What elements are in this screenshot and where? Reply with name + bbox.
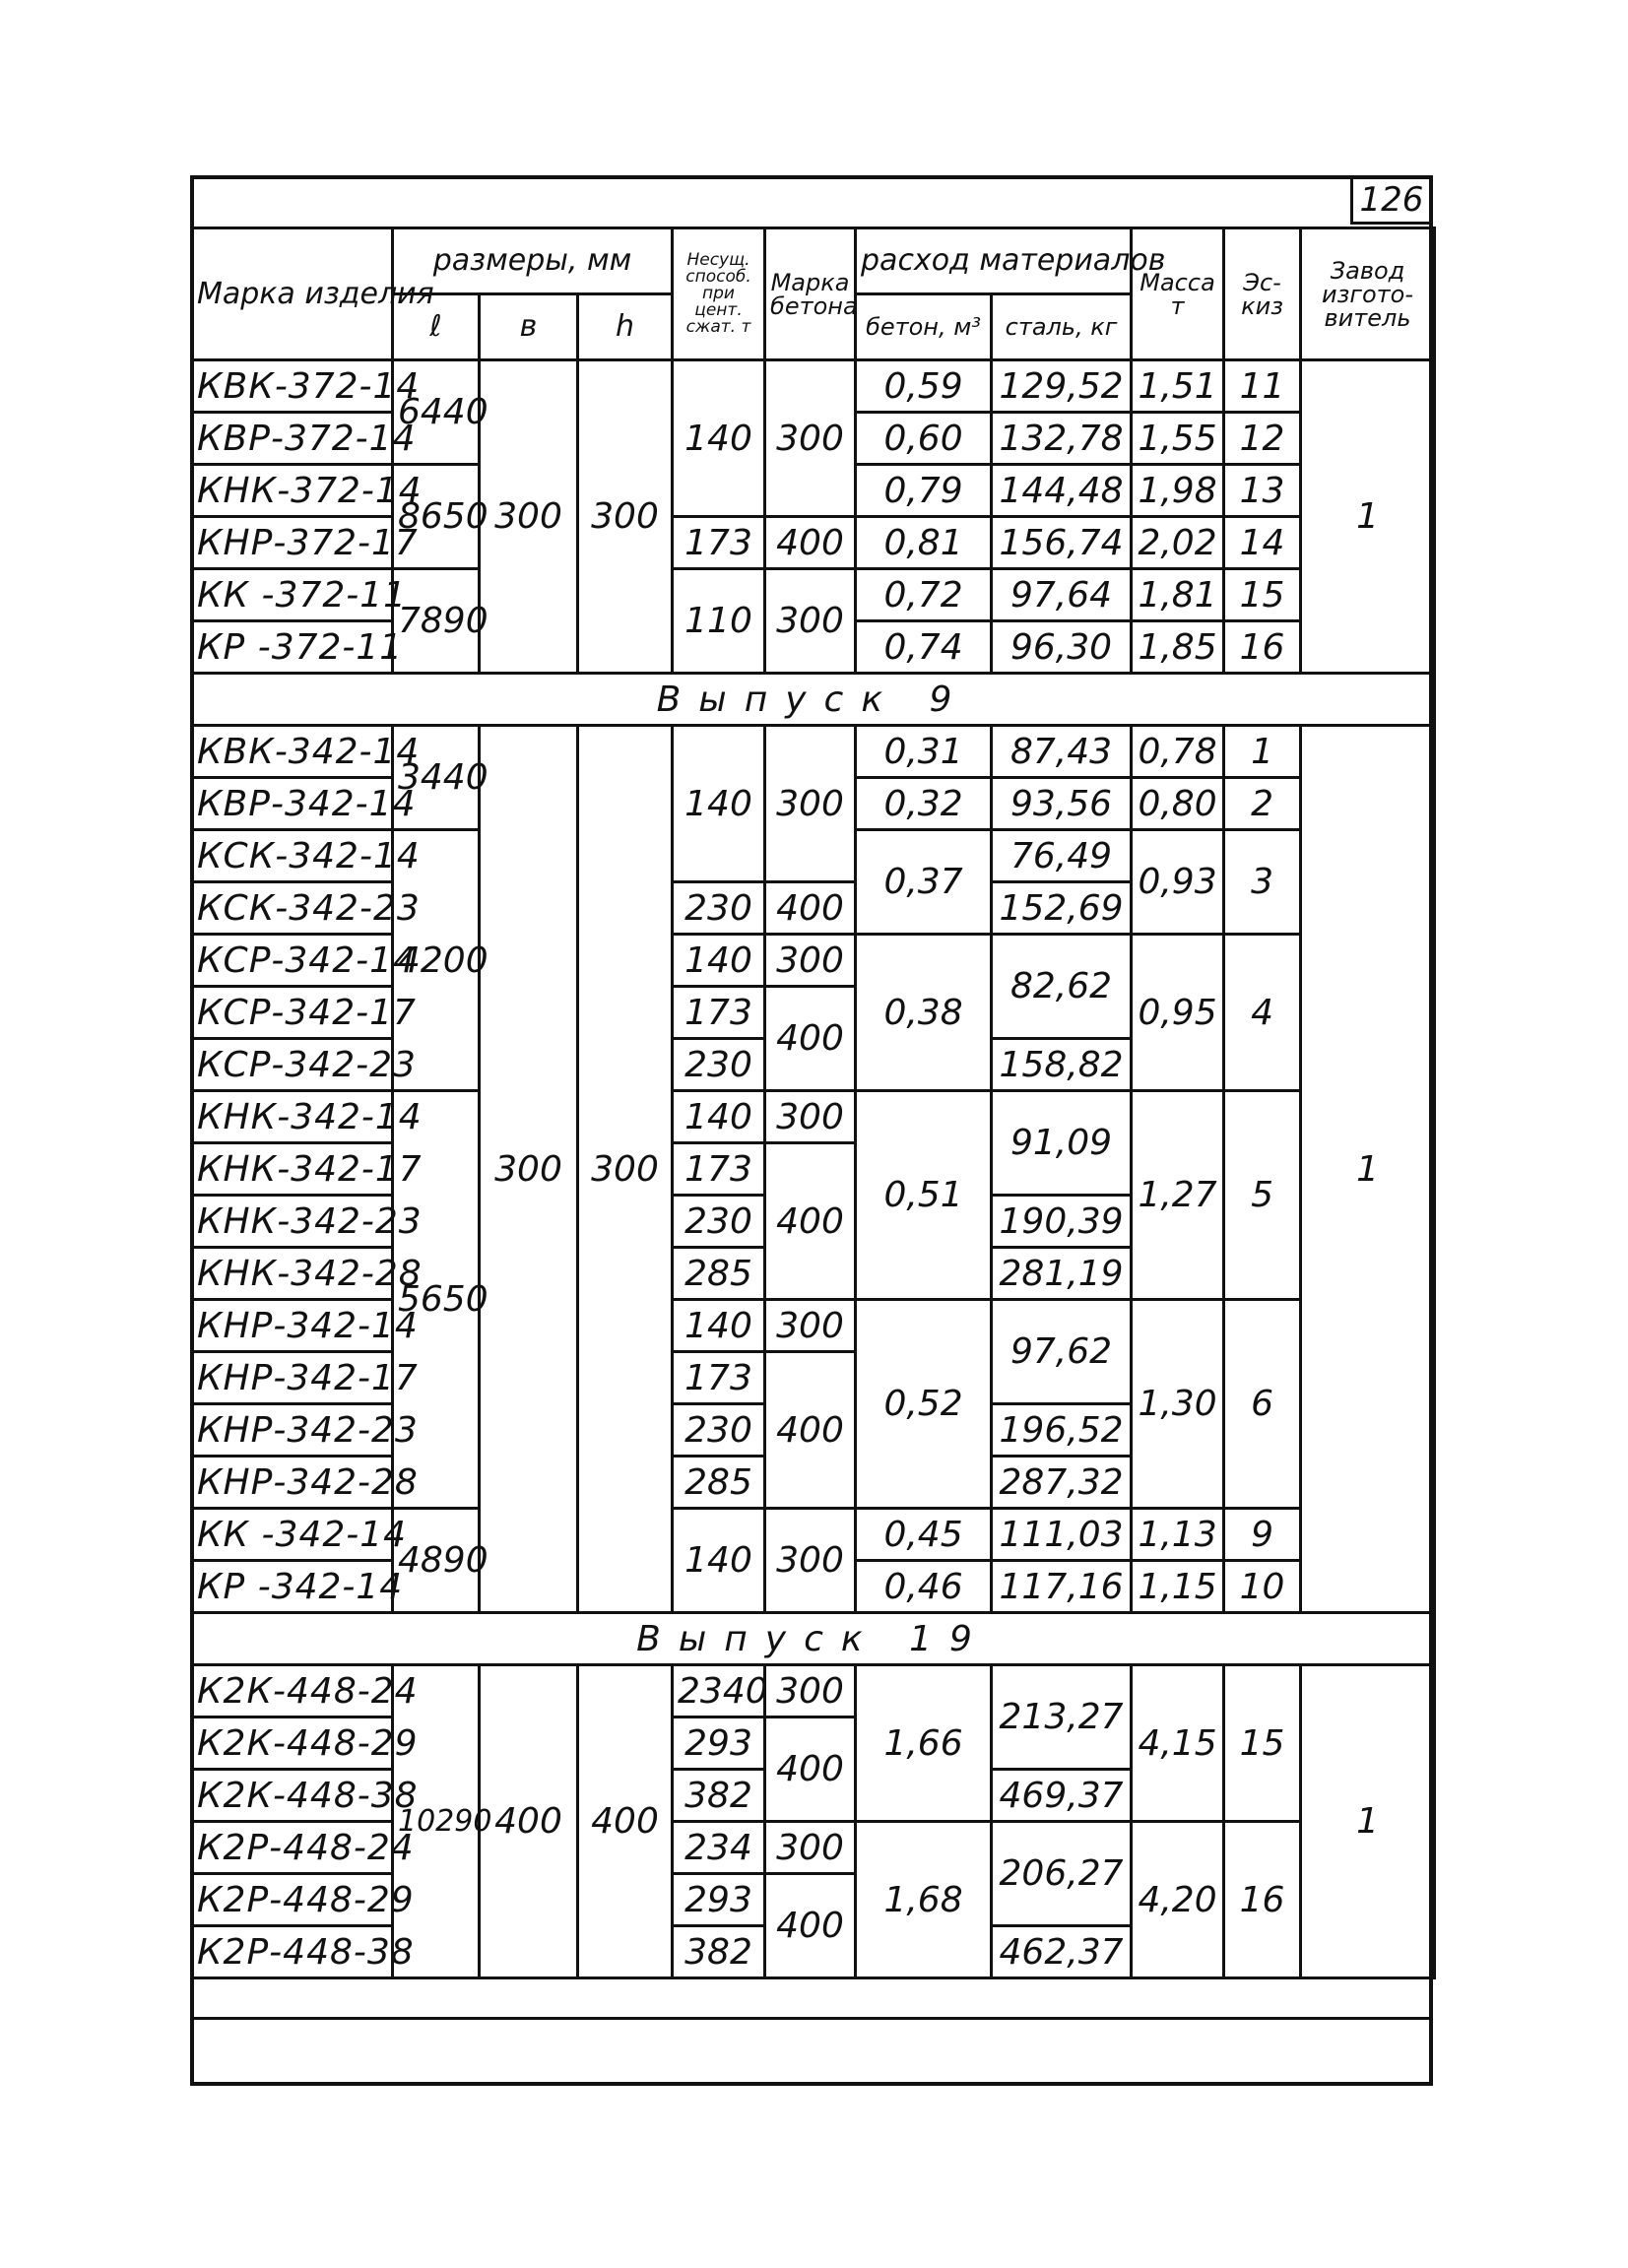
capacity-cell: 140	[673, 726, 765, 882]
capacity-cell: 2340	[673, 1665, 765, 1717]
mark-cell: КНК-342-17	[192, 1143, 393, 1196]
steel-cell: 117,16	[992, 1561, 1132, 1613]
concrete-cell: 0,72	[856, 569, 992, 621]
steel-cell: 96,30	[992, 621, 1132, 674]
steel-cell: 93,56	[992, 778, 1132, 830]
h-cell: 300	[578, 360, 673, 674]
concrete-cell: 0,81	[856, 517, 992, 569]
l-cell: 5650	[393, 1091, 480, 1509]
header-sketch: Эс- киз	[1224, 228, 1301, 360]
sketch-cell: 16	[1224, 621, 1301, 674]
steel-cell: 76,49	[992, 830, 1132, 882]
table-row	[192, 360, 1435, 413]
mass-cell: 1,30	[1132, 1300, 1224, 1509]
grade-cell: 400	[765, 1352, 856, 1509]
sketch-cell: 5	[1224, 1091, 1301, 1300]
grade-cell: 300	[765, 1300, 856, 1352]
capacity-cell: 140	[673, 1509, 765, 1613]
table-row	[192, 1509, 1435, 1561]
concrete-cell: 0,45	[856, 1509, 992, 1561]
steel-cell: 87,43	[992, 726, 1132, 778]
sketch-cell: 4	[1224, 935, 1301, 1091]
table-row	[192, 1665, 1435, 1717]
table-row	[192, 1091, 1435, 1143]
capacity-cell: 382	[673, 1926, 765, 1978]
steel-cell: 97,62	[992, 1300, 1132, 1404]
steel-cell: 206,27	[992, 1822, 1132, 1926]
sketch-cell: 1	[1224, 726, 1301, 778]
grade-cell: 300	[765, 360, 856, 517]
header-concrete-grade: Марка бетона	[765, 228, 856, 360]
capacity-cell: 173	[673, 1352, 765, 1404]
capacity-cell: 230	[673, 1039, 765, 1091]
blank-footer-row	[190, 2017, 1433, 2086]
header-h: h	[578, 294, 673, 360]
mark-cell: КНК-342-14	[192, 1091, 393, 1143]
l-cell: 4200	[393, 830, 480, 1091]
h-cell: 400	[578, 1665, 673, 1978]
header-capacity: Несущ. способ. при цент. сжат. т	[673, 228, 765, 360]
mark-cell: КНР-342-28	[192, 1457, 393, 1509]
grade-cell: 400	[765, 987, 856, 1091]
concrete-cell: 1,66	[856, 1665, 992, 1822]
sketch-cell: 13	[1224, 465, 1301, 517]
sketch-cell: 3	[1224, 830, 1301, 935]
sketch-cell: 15	[1224, 1665, 1301, 1822]
sketch-cell: 16	[1224, 1822, 1301, 1978]
steel-cell: 213,27	[992, 1665, 1132, 1770]
table-row	[192, 1822, 1435, 1874]
grade-cell: 300	[765, 1822, 856, 1874]
sketch-cell: 12	[1224, 413, 1301, 465]
capacity-cell: 140	[673, 1300, 765, 1352]
mass-cell: 1,98	[1132, 465, 1224, 517]
page-number: 126	[1350, 175, 1433, 225]
grade-cell: 300	[765, 1509, 856, 1613]
mass-cell: 1,27	[1132, 1091, 1224, 1300]
mark-cell: КК -372-11	[192, 569, 393, 621]
mark-cell: К2Р-448-29	[192, 1874, 393, 1926]
concrete-cell: 0,59	[856, 360, 992, 413]
mass-cell: 2,02	[1132, 517, 1224, 569]
mass-cell: 4,15	[1132, 1665, 1224, 1822]
capacity-cell: 382	[673, 1770, 765, 1822]
mass-cell: 0,78	[1132, 726, 1224, 778]
header-sizes: размеры, мм	[393, 228, 673, 294]
header-mass: Масса т	[1132, 228, 1224, 360]
steel-cell: 462,37	[992, 1926, 1132, 1978]
grade-cell: 300	[765, 935, 856, 987]
steel-cell: 158,82	[992, 1039, 1132, 1091]
table-row	[192, 517, 1435, 569]
capacity-cell: 173	[673, 517, 765, 569]
concrete-cell: 0,37	[856, 830, 992, 935]
capacity-cell: 285	[673, 1457, 765, 1509]
grade-cell: 400	[765, 1717, 856, 1822]
mark-cell: КСР-342-14	[192, 935, 393, 987]
mark-cell: КВР-372-14	[192, 413, 393, 465]
header-plant: Завод изгото- витель	[1301, 228, 1435, 360]
sketch-cell: 14	[1224, 517, 1301, 569]
steel-cell: 287,32	[992, 1457, 1132, 1509]
concrete-cell: 0,46	[856, 1561, 992, 1613]
capacity-cell: 230	[673, 1404, 765, 1457]
mark-cell: КВК-372-14	[192, 360, 393, 413]
mark-cell: К2Р-448-24	[192, 1822, 393, 1874]
mass-cell: 1,51	[1132, 360, 1224, 413]
steel-cell: 190,39	[992, 1196, 1132, 1248]
mass-cell: 0,80	[1132, 778, 1224, 830]
mark-cell: КНР-342-14	[192, 1300, 393, 1352]
capacity-cell: 110	[673, 569, 765, 674]
steel-cell: 196,52	[992, 1404, 1132, 1457]
mass-cell: 0,93	[1132, 830, 1224, 935]
products-table	[190, 227, 1436, 1979]
section-title-19: Выпуск 19	[192, 1613, 1435, 1665]
mark-cell: КНК-342-28	[192, 1248, 393, 1300]
header-steel: сталь, кг	[992, 294, 1132, 360]
grade-cell: 300	[765, 569, 856, 674]
b-cell: 400	[480, 1665, 578, 1978]
sketch-cell: 9	[1224, 1509, 1301, 1561]
mark-cell: К2К-448-24	[192, 1665, 393, 1717]
grade-cell: 400	[765, 1143, 856, 1300]
mark-cell: КНК-372-14	[192, 465, 393, 517]
grade-cell: 400	[765, 1874, 856, 1978]
steel-cell: 152,69	[992, 882, 1132, 935]
mark-cell: КСР-342-23	[192, 1039, 393, 1091]
concrete-cell: 0,31	[856, 726, 992, 778]
capacity-cell: 140	[673, 1091, 765, 1143]
mark-cell: КСР-342-17	[192, 987, 393, 1039]
sketch-cell: 11	[1224, 360, 1301, 413]
grade-cell: 300	[765, 726, 856, 882]
mass-cell: 1,13	[1132, 1509, 1224, 1561]
grade-cell: 300	[765, 1665, 856, 1717]
mark-cell: КК -342-14	[192, 1509, 393, 1561]
header-mark: Марка изделия	[192, 228, 393, 360]
header-materials: расход материалов	[856, 228, 1132, 294]
capacity-cell: 234	[673, 1822, 765, 1874]
header-concrete: бетон, м³	[856, 294, 992, 360]
concrete-cell: 0,79	[856, 465, 992, 517]
mark-cell: К2К-448-38	[192, 1770, 393, 1822]
steel-cell: 91,09	[992, 1091, 1132, 1196]
steel-cell: 129,52	[992, 360, 1132, 413]
concrete-cell: 0,60	[856, 413, 992, 465]
table-row	[192, 569, 1435, 621]
b-cell: 300	[480, 726, 578, 1613]
mass-cell: 1,85	[1132, 621, 1224, 674]
grade-cell: 400	[765, 882, 856, 935]
mass-cell: 1,55	[1132, 413, 1224, 465]
mark-cell: К2К-448-29	[192, 1717, 393, 1770]
concrete-cell: 0,74	[856, 621, 992, 674]
mass-cell: 1,81	[1132, 569, 1224, 621]
capacity-cell: 285	[673, 1248, 765, 1300]
steel-cell: 132,78	[992, 413, 1132, 465]
mark-cell: К2Р-448-38	[192, 1926, 393, 1978]
sketch-cell: 2	[1224, 778, 1301, 830]
sketch-cell: 10	[1224, 1561, 1301, 1613]
capacity-cell: 293	[673, 1717, 765, 1770]
capacity-cell: 293	[673, 1874, 765, 1926]
grade-cell: 300	[765, 1091, 856, 1143]
steel-cell: 144,48	[992, 465, 1132, 517]
mark-cell: КСК-342-14	[192, 830, 393, 882]
mark-cell: КР -342-14	[192, 1561, 393, 1613]
header-b: в	[480, 294, 578, 360]
capacity-cell: 140	[673, 360, 765, 517]
header-l: ℓ	[393, 294, 480, 360]
section-row	[192, 674, 1435, 726]
mass-cell: 1,15	[1132, 1561, 1224, 1613]
mark-cell: КНК-342-23	[192, 1196, 393, 1248]
capacity-cell: 230	[673, 882, 765, 935]
concrete-cell: 0,51	[856, 1091, 992, 1300]
steel-cell: 82,62	[992, 935, 1132, 1039]
b-cell: 300	[480, 360, 578, 674]
capacity-cell: 230	[673, 1196, 765, 1248]
h-cell: 300	[578, 726, 673, 1613]
l-cell: 4890	[393, 1509, 480, 1613]
capacity-cell: 173	[673, 1143, 765, 1196]
mark-cell: КНР-372-17	[192, 517, 393, 569]
mass-cell: 0,95	[1132, 935, 1224, 1091]
mark-cell: КР -372-11	[192, 621, 393, 674]
steel-cell: 281,19	[992, 1248, 1132, 1300]
l-cell: 6440	[393, 360, 480, 465]
concrete-cell: 0,38	[856, 935, 992, 1091]
concrete-cell: 0,32	[856, 778, 992, 830]
steel-cell: 469,37	[992, 1770, 1132, 1822]
mass-cell: 4,20	[1132, 1822, 1224, 1978]
section-title-9: Выпуск 9	[192, 674, 1435, 726]
steel-cell: 111,03	[992, 1509, 1132, 1561]
steel-cell: 97,64	[992, 569, 1132, 621]
grade-cell: 400	[765, 517, 856, 569]
l-cell: 8650	[393, 465, 480, 569]
sketch-cell: 15	[1224, 569, 1301, 621]
header-row-1	[192, 228, 1435, 294]
plant-cell: 1	[1301, 360, 1435, 674]
capacity-cell: 173	[673, 987, 765, 1039]
concrete-cell: 0,52	[856, 1300, 992, 1509]
mark-cell: КНР-342-23	[192, 1404, 393, 1457]
l-cell: 10290	[393, 1665, 480, 1978]
table-row	[192, 726, 1435, 778]
plant-cell: 1	[1301, 726, 1435, 1613]
l-cell: 3440	[393, 726, 480, 830]
mark-cell: КНР-342-17	[192, 1352, 393, 1404]
capacity-cell: 140	[673, 935, 765, 987]
mark-cell: КВК-342-14	[192, 726, 393, 778]
sketch-cell: 6	[1224, 1300, 1301, 1509]
mark-cell: КВР-342-14	[192, 778, 393, 830]
section-row	[192, 1613, 1435, 1665]
l-cell: 7890	[393, 569, 480, 674]
concrete-cell: 1,68	[856, 1822, 992, 1978]
table-row	[192, 935, 1435, 987]
mark-cell: КСК-342-23	[192, 882, 393, 935]
table-row	[192, 1300, 1435, 1352]
steel-cell: 156,74	[992, 517, 1132, 569]
plant-cell: 1	[1301, 1665, 1435, 1978]
